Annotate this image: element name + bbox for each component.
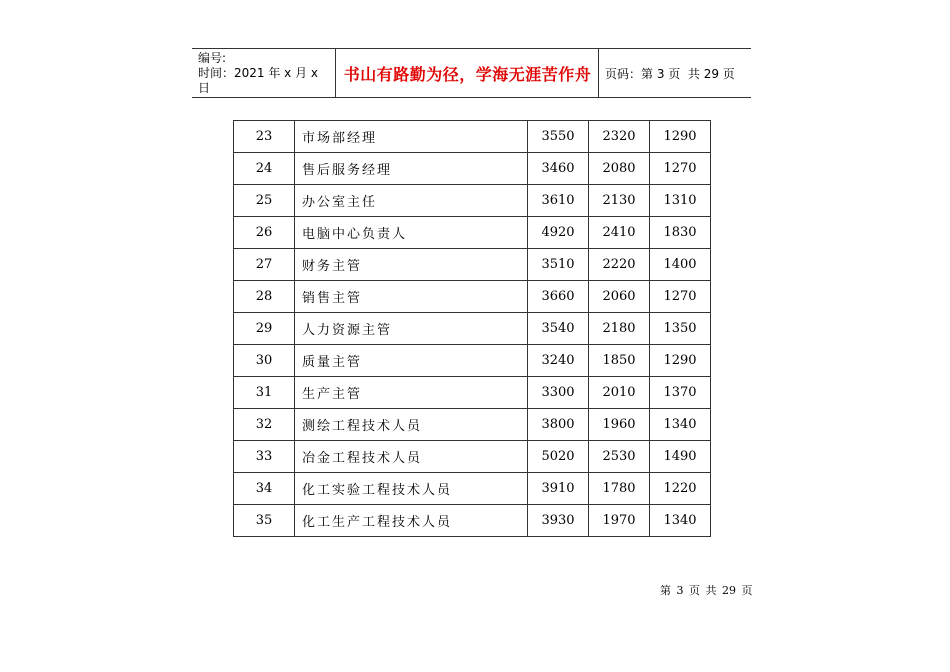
value-cell-3: 1370	[650, 377, 711, 409]
value-cell-2: 2180	[589, 313, 650, 345]
value-cell-1: 3540	[528, 313, 589, 345]
value-cell-1: 3800	[528, 409, 589, 441]
job-title-cell: 人力资源主管	[295, 313, 528, 345]
header-meta	[198, 51, 332, 96]
job-title-cell: 办公室主任	[295, 185, 528, 217]
value-cell-3: 1310	[650, 185, 711, 217]
row-number-cell: 31	[234, 377, 295, 409]
table-row	[234, 121, 711, 153]
value-cell-2: 2010	[589, 377, 650, 409]
table-row	[234, 441, 711, 473]
row-number-cell: 34	[234, 473, 295, 505]
value-cell-3: 1830	[650, 217, 711, 249]
header-motto: 书山有路勤为径，学海无涯苦作舟	[343, 64, 592, 84]
job-title-cell: 市场部经理	[295, 121, 528, 153]
header-divider	[598, 49, 599, 97]
table-row	[234, 473, 711, 505]
table-row	[234, 377, 711, 409]
header-divider	[335, 49, 336, 97]
value-cell-1: 3930	[528, 505, 589, 537]
value-cell-3: 1340	[650, 409, 711, 441]
job-title-cell: 销售主管	[295, 281, 528, 313]
row-number-cell: 24	[234, 153, 295, 185]
row-number-cell: 27	[234, 249, 295, 281]
value-cell-1: 3240	[528, 345, 589, 377]
table-row	[234, 281, 711, 313]
table-row	[234, 409, 711, 441]
job-title-cell: 售后服务经理	[295, 153, 528, 185]
value-cell-2: 2220	[589, 249, 650, 281]
table-row	[234, 313, 711, 345]
value-cell-1: 3300	[528, 377, 589, 409]
header-page-info: 页码：第 3 页 共 29 页	[605, 66, 735, 81]
time-label: 时间：2021 年 x 月 x 日	[198, 66, 319, 95]
value-cell-1: 3910	[528, 473, 589, 505]
value-cell-1: 4920	[528, 217, 589, 249]
page-footer: 第 3 页 共 29 页	[660, 584, 753, 597]
value-cell-3: 1340	[650, 505, 711, 537]
value-cell-3: 1270	[650, 281, 711, 313]
salary-table	[233, 120, 711, 537]
table-row	[234, 249, 711, 281]
row-number-cell: 26	[234, 217, 295, 249]
table-body	[234, 121, 711, 537]
value-cell-3: 1290	[650, 121, 711, 153]
value-cell-2: 2130	[589, 185, 650, 217]
row-number-cell: 35	[234, 505, 295, 537]
value-cell-3: 1290	[650, 345, 711, 377]
value-cell-1: 3510	[528, 249, 589, 281]
value-cell-3: 1400	[650, 249, 711, 281]
job-title-cell: 电脑中心负责人	[295, 217, 528, 249]
page-header	[192, 48, 751, 98]
value-cell-2: 2320	[589, 121, 650, 153]
job-title-cell: 测绘工程技术人员	[295, 409, 528, 441]
row-number-cell: 28	[234, 281, 295, 313]
table-row	[234, 505, 711, 537]
value-cell-2: 1780	[589, 473, 650, 505]
row-number-cell: 33	[234, 441, 295, 473]
value-cell-3: 1220	[650, 473, 711, 505]
row-number-cell: 25	[234, 185, 295, 217]
value-cell-2: 2410	[589, 217, 650, 249]
row-number-cell: 23	[234, 121, 295, 153]
job-title-cell: 冶金工程技术人员	[295, 441, 528, 473]
job-title-cell: 化工实验工程技术人员	[295, 473, 528, 505]
row-number-cell: 30	[234, 345, 295, 377]
value-cell-2: 2060	[589, 281, 650, 313]
table-row	[234, 185, 711, 217]
value-cell-3: 1270	[650, 153, 711, 185]
value-cell-2: 1970	[589, 505, 650, 537]
row-number-cell: 29	[234, 313, 295, 345]
value-cell-3: 1350	[650, 313, 711, 345]
table-row	[234, 217, 711, 249]
value-cell-1: 5020	[528, 441, 589, 473]
value-cell-2: 1850	[589, 345, 650, 377]
row-number-cell: 32	[234, 409, 295, 441]
job-title-cell: 财务主管	[295, 249, 528, 281]
value-cell-1: 3610	[528, 185, 589, 217]
table-row	[234, 345, 711, 377]
value-cell-1: 3550	[528, 121, 589, 153]
value-cell-2: 1960	[589, 409, 650, 441]
table-row	[234, 153, 711, 185]
value-cell-3: 1490	[650, 441, 711, 473]
serial-label: 编号:	[198, 51, 227, 65]
value-cell-1: 3660	[528, 281, 589, 313]
value-cell-2: 2530	[589, 441, 650, 473]
job-title-cell: 生产主管	[295, 377, 528, 409]
job-title-cell: 质量主管	[295, 345, 528, 377]
job-title-cell: 化工生产工程技术人员	[295, 505, 528, 537]
value-cell-1: 3460	[528, 153, 589, 185]
value-cell-2: 2080	[589, 153, 650, 185]
